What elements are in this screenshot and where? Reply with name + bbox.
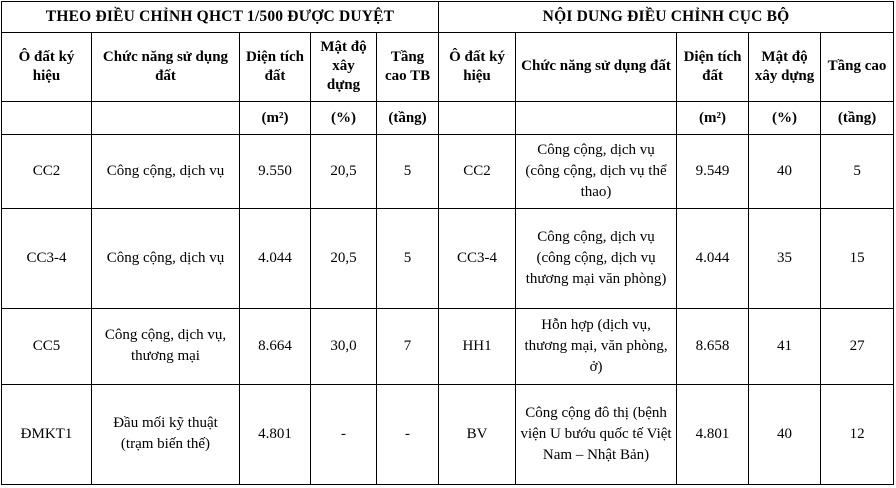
group-header-approved: THEO ĐIỀU CHỈNH QHCT 1/500 ĐƯỢC DUYỆT [2, 2, 439, 33]
floors-cell: 5 [821, 135, 894, 209]
land-use-cell: Công cộng, dịch vụ [92, 208, 240, 308]
density-cell: 40 [749, 384, 821, 484]
unit-cell: (m²) [240, 102, 311, 135]
col-header-plot-code: Ô đất ký hiệu [2, 32, 92, 102]
land-use-cell: Công cộng đô thị (bệnh viện U bướu quốc tế Việt Nam – Nhật Bản) [516, 384, 677, 484]
table-row [2, 384, 894, 484]
land-use-adjustment-table [1, 1, 894, 485]
col-header-land-use: Chức năng sử dụng đất [92, 32, 240, 102]
table-row [2, 135, 894, 209]
area-cell: 9.550 [240, 135, 311, 209]
unit-cell [439, 102, 516, 135]
land-use-cell: Công cộng, dịch vụ (công cộng, dịch vụ thương mại văn phòng) [516, 208, 677, 308]
table-row [2, 208, 894, 308]
area-cell: 4.044 [677, 208, 749, 308]
density-cell: 35 [749, 208, 821, 308]
floors-cell: 5 [377, 135, 439, 209]
land-use-cell: Công cộng, dịch vụ, thương mại [92, 308, 240, 384]
density-cell: 20,5 [311, 135, 377, 209]
plot-code-cell: ĐMKT1 [2, 384, 92, 484]
col-header-density: Mật độ xây dựng [749, 32, 821, 102]
units-row [2, 102, 894, 135]
unit-cell: (%) [311, 102, 377, 135]
land-use-cell: Công cộng, dịch vụ (công cộng, dịch vụ thể thao) [516, 135, 677, 209]
plot-code-cell: CC2 [2, 135, 92, 209]
plot-code-cell: BV [439, 384, 516, 484]
group-header-row [2, 2, 894, 33]
unit-cell [516, 102, 677, 135]
area-cell: 4.801 [240, 384, 311, 484]
land-use-cell: Công cộng, dịch vụ [92, 135, 240, 209]
plot-code-cell: CC3-4 [2, 208, 92, 308]
col-header-floors: Tầng cao TB [377, 32, 439, 102]
col-header-floors: Tầng cao [821, 32, 894, 102]
floors-cell: 12 [821, 384, 894, 484]
unit-cell [2, 102, 92, 135]
area-cell: 8.658 [677, 308, 749, 384]
plot-code-cell: HH1 [439, 308, 516, 384]
unit-cell: (%) [749, 102, 821, 135]
floors-cell: 5 [377, 208, 439, 308]
floors-cell: 27 [821, 308, 894, 384]
unit-cell: (tầng) [377, 102, 439, 135]
col-header-area: Diện tích đất [677, 32, 749, 102]
floors-cell: 7 [377, 308, 439, 384]
unit-cell [92, 102, 240, 135]
unit-cell: (tầng) [821, 102, 894, 135]
plot-code-cell: CC2 [439, 135, 516, 209]
col-header-land-use: Chức năng sử dụng đất [516, 32, 677, 102]
group-header-adjustment: NỘI DUNG ĐIỀU CHỈNH CỤC BỘ [439, 2, 894, 33]
plot-code-cell: CC3-4 [439, 208, 516, 308]
table-row [2, 308, 894, 384]
floors-cell: 15 [821, 208, 894, 308]
col-header-plot-code: Ô đất ký hiệu [439, 32, 516, 102]
density-cell: 40 [749, 135, 821, 209]
area-cell: 9.549 [677, 135, 749, 209]
density-cell: 41 [749, 308, 821, 384]
area-cell: 4.044 [240, 208, 311, 308]
plot-code-cell: CC5 [2, 308, 92, 384]
col-header-area: Diện tích đất [240, 32, 311, 102]
density-cell: 20,5 [311, 208, 377, 308]
density-cell: 30,0 [311, 308, 377, 384]
area-cell: 4.801 [677, 384, 749, 484]
col-header-density: Mật độ xây dựng [311, 32, 377, 102]
column-header-row [2, 32, 894, 102]
land-use-cell: Hỗn hợp (dịch vụ, thương mại, văn phòng, ở) [516, 308, 677, 384]
floors-cell: - [377, 384, 439, 484]
area-cell: 8.664 [240, 308, 311, 384]
land-use-cell: Đầu mối kỹ thuật (trạm biến thế) [92, 384, 240, 484]
density-cell: - [311, 384, 377, 484]
unit-cell: (m²) [677, 102, 749, 135]
